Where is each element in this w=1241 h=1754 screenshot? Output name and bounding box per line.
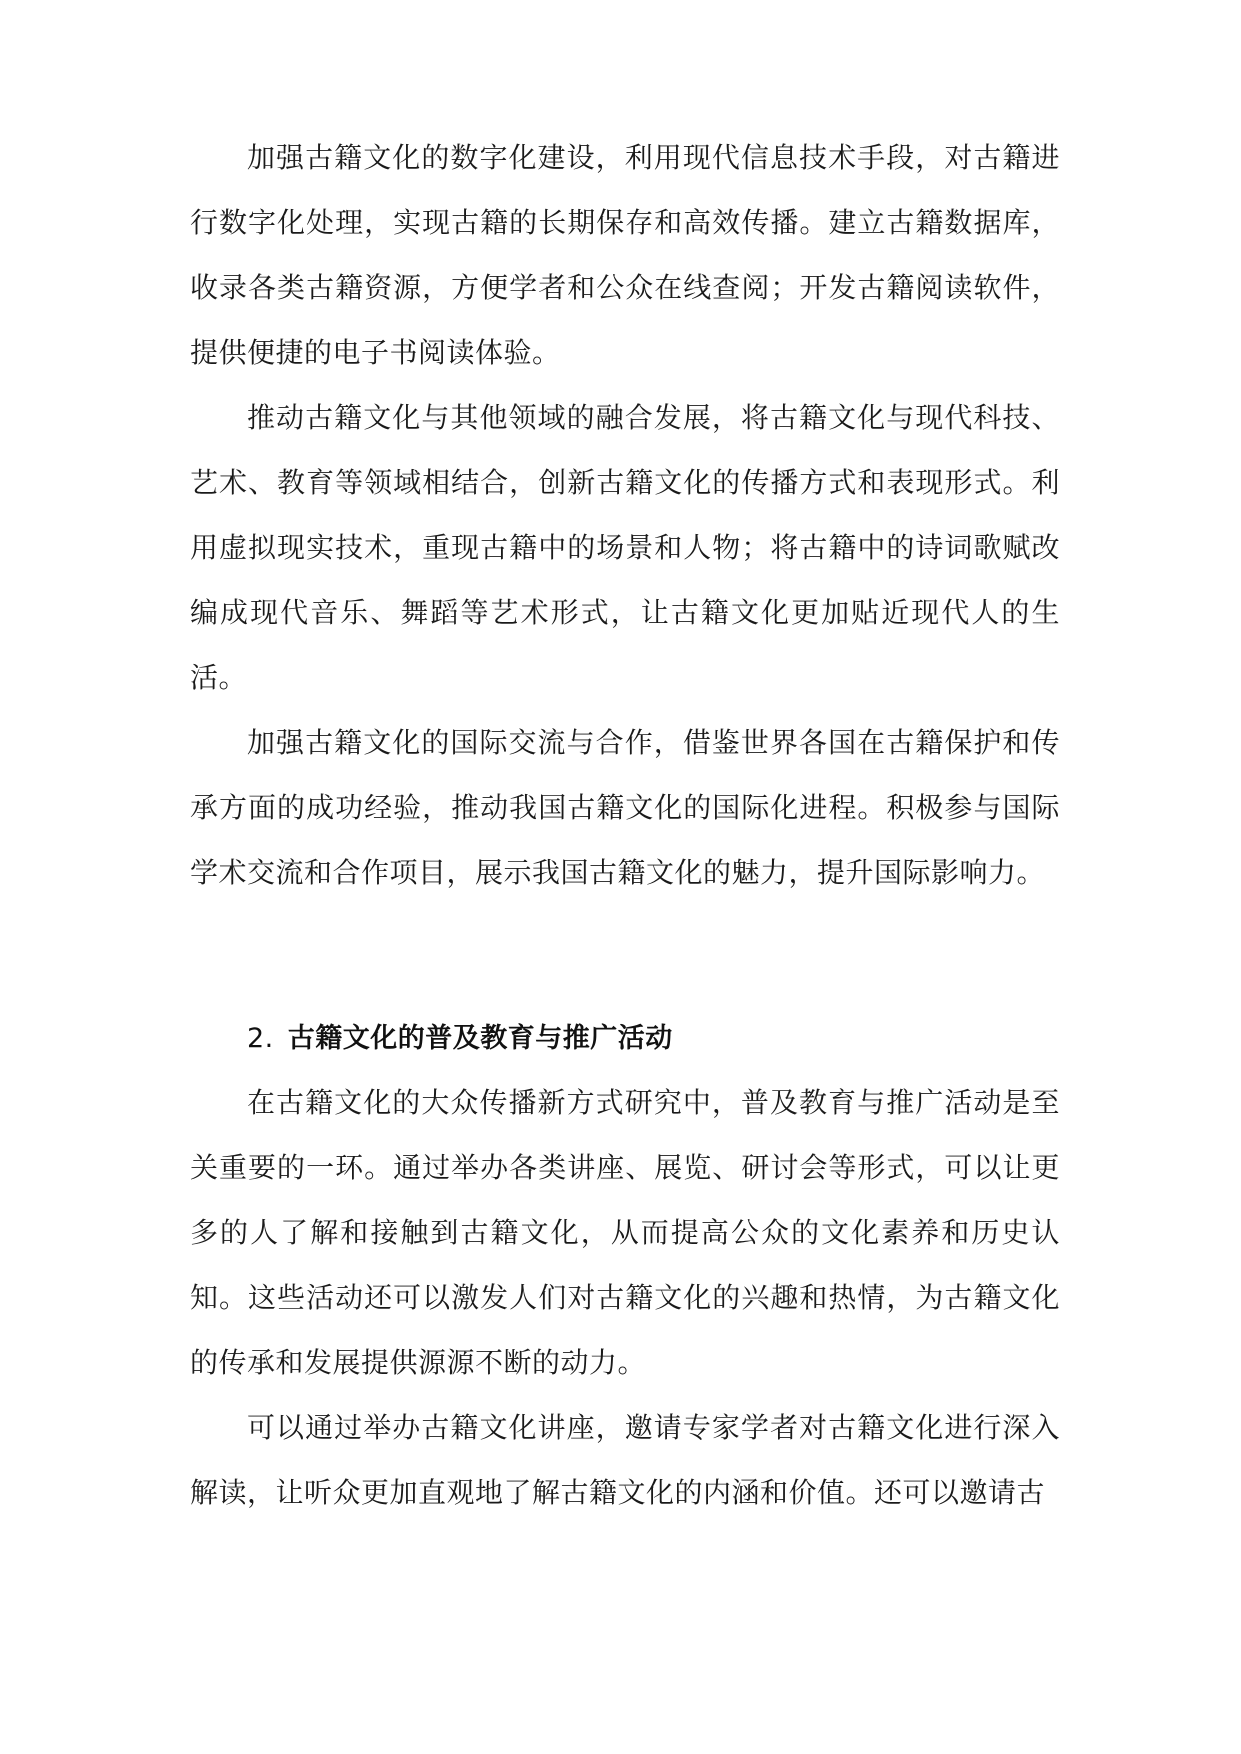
paragraph-lectures: 可以通过举办古籍文化讲座，邀请专家学者对古籍文化进行深入解读，让听众更加直观地了解古籍文化的内涵和价值。还可以邀请古 <box>190 1411 1060 1509</box>
paragraph-international: 加强古籍文化的国际交流与合作，借鉴世界各国在古籍保护和传承方面的成功经验，推动我国古籍文化的国际化进程。积极参与国际学术交流和合作项目，展示我国古籍文化的魅力，提升国际影响力。 <box>190 726 1060 889</box>
section-heading <box>247 1006 673 1071</box>
paragraph-education-intro: 在古籍文化的大众传播新方式研究中，普及教育与推广活动是至关重要的一环。通过举办各类讲座、展览、研讨会等形式，可以让更多的人了解和接触到古籍文化，从而提高公众的文化素养和历史认知。这些活动还可以激发人们对古籍文化的兴趣和热情，为古籍文化的传承和发展提供源源不断的动力。 <box>190 1086 1060 1379</box>
section-title: 古籍文化的普及教育与推广活动 <box>287 1023 673 1054</box>
paragraph-digitization: 加强古籍文化的数字化建设，利用现代信息技术手段，对古籍进行数字化处理，实现古籍的长期保存和高效传播。建立古籍数据库，收录各类古籍资源，方便学者和公众在线查阅；开发古籍阅读软件，提供便捷的电子书阅读体验。 <box>190 141 1060 369</box>
section-number: 2. <box>247 1023 274 1054</box>
paragraph-integration: 推动古籍文化与其他领域的融合发展，将古籍文化与现代科技、艺术、教育等领域相结合，创新古籍文化的传播方式和表现形式。利用虚拟现实技术，重现古籍中的场景和人物；将古籍中的诗词歌赋改编成现代音乐、舞蹈等艺术形式，让古籍文化更加贴近现代人的生活。 <box>190 401 1060 694</box>
